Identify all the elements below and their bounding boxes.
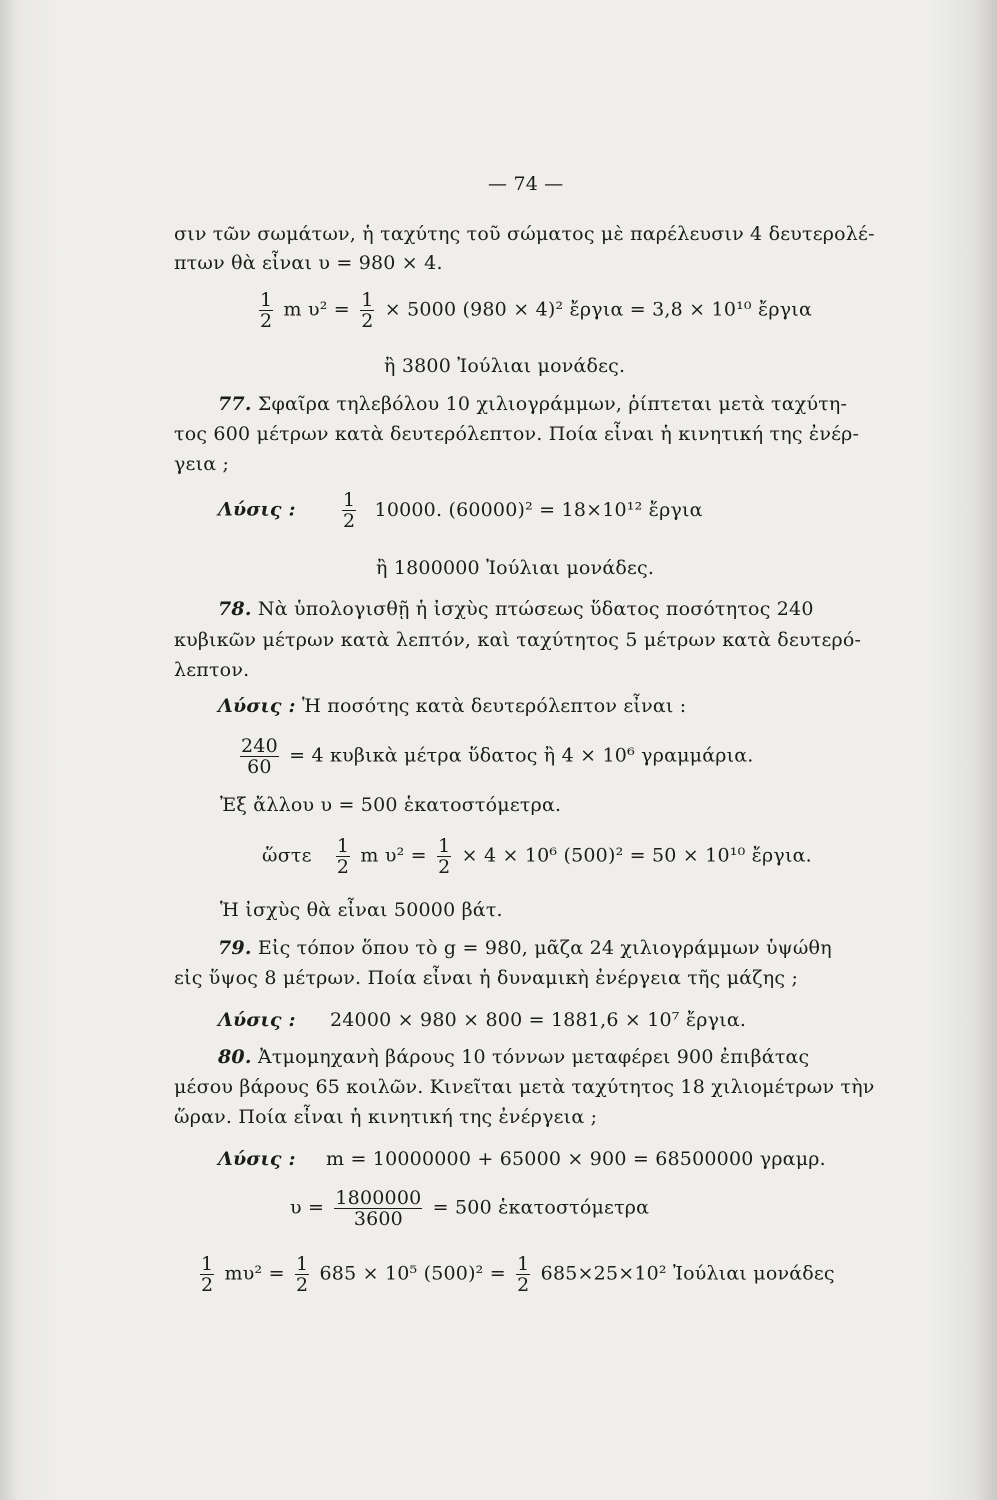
fraction: $\frac{1}{2}$	[517, 1253, 530, 1296]
text-line: εἰς ὕψος 8 μέτρων. Ποία εἶναι ἡ δυναμικὴ ἐνέργεια τῆς μάζης ;	[174, 967, 799, 989]
solution-80: Λύσις : m = 10000000 + 65000 × 900 = 68500000 γραμρ.	[218, 1148, 826, 1170]
equation-flow: $\frac{240}{60}$ = 4 κυβικὰ μέτρα ὕδατος ἢ 4 × 10⁶ γραμμάρια.	[241, 735, 754, 778]
problem-80: 80. Ἀτμομηχανὴ βάρους 10 τόννων μεταφέρει 900 ἐπιβάτας	[218, 1046, 810, 1068]
text-line: Ἡ ἰσχὺς θὰ εἶναι 50000 βάτ.	[220, 899, 503, 921]
solution-79: Λύσις : 24000 × 980 × 800 = 1881,6 × 10⁷ ἔργια.	[218, 1009, 747, 1031]
text-line: ἢ 1800000 Ἰούλιαι μονάδες.	[376, 557, 655, 579]
fraction: $\frac{1}{2}$	[336, 835, 350, 878]
fraction: $\frac{1800000}{3600}$	[335, 1187, 422, 1230]
text-line: πτων θὰ εἶναι υ = 980 × 4.	[174, 252, 443, 274]
fraction: $\frac{1}{2}$	[201, 1253, 214, 1296]
text-line: σιν τῶν σωμάτων, ἡ ταχύτης τοῦ σώματος μὲ παρέλευσιν 4 δευτερολέ-	[174, 223, 875, 245]
fraction: $\frac{240}{60}$	[241, 735, 278, 778]
equation-kinetic-energy: $\frac{1}{2}$ m υ² = $\frac{1}{2}$ × 5000 (980 × 4)² ἔργια = 3,8 × 10¹⁰ ἔργια	[260, 289, 812, 332]
problem-77: 77. Σφαῖρα τηλεβόλου 10 χιλιογράμμων, ῥίπτεται μετὰ ταχύτη-	[218, 393, 848, 415]
fraction: $\frac{1}{2}$	[295, 1253, 309, 1296]
problem-79: 79. Εἰς τόπον ὅπου τὸ g = 980, μᾶζα 24 χιλιογράμμων ὑψώθη	[218, 937, 832, 959]
fraction: $\frac{1}{2}$	[361, 289, 374, 332]
text-line: λεπτον.	[174, 659, 250, 681]
equation-energy: $\frac{1}{2}$ mυ² = $\frac{1}{2}$ 685 × 10⁵ (500)² = $\frac{1}{2}$ 685×25×10² Ἰούλιαι μονάδες	[201, 1253, 835, 1296]
solution-label: Λύσις :	[218, 498, 296, 521]
text-line: ἢ 3800 Ἰούλιαι μονάδες.	[384, 355, 626, 377]
fraction: $\frac{1}{2}$	[260, 289, 273, 332]
problem-number: 79.	[218, 937, 252, 959]
problem-number: 78.	[218, 598, 252, 620]
solution-label: Λύσις :	[218, 1009, 296, 1031]
text-line: κυβικῶν μέτρων κατὰ λεπτόν, καὶ ταχύτητος 5 μέτρων κατὰ δευτερό-	[174, 629, 862, 651]
page-number: — 74 —	[488, 173, 564, 195]
fraction: $\frac{1}{2}$	[438, 835, 451, 878]
solution-77: Λύσις : $\frac{1}{2}$ 10000. (60000)² = 18×10¹² ἔργια	[218, 489, 703, 532]
text-line: τος 600 μέτρων κατὰ δευτερόλεπτον. Ποία εἶναι ἡ κινητική της ἐνέρ-	[174, 423, 860, 445]
problem-number: 80.	[218, 1046, 252, 1068]
problem-78: 78. Νὰ ὑπολογισθῇ ἡ ἰσχὺς πτώσεως ὕδατος ποσότητος 240	[218, 598, 814, 620]
text-line: μέσου βάρους 65 κοιλῶν. Κινεῖται μετὰ ταχύτητος 18 χιλιομέτρων τὴν	[174, 1076, 875, 1098]
problem-number: 77.	[218, 393, 252, 415]
fraction: $\frac{1}{2}$	[342, 489, 356, 532]
solution-label: Λύσις :	[218, 1148, 296, 1170]
solution-label: Λύσις :	[218, 695, 296, 717]
text-line: Ἐξ ἄλλου υ = 500 ἑκατοστόμετρα.	[220, 794, 562, 816]
text-line: ὥραν. Ποία εἶναι ἡ κινητική της ἐνέργεια ;	[174, 1106, 598, 1128]
solution-78: Λύσις : Ἡ ποσότης κατὰ δευτερόλεπτον εἶναι :	[218, 695, 687, 717]
equation-power: ὥστε $\frac{1}{2}$ m υ² = $\frac{1}{2}$ × 4 × 10⁶ (500)² = 50 × 10¹⁰ ἔργια.	[262, 835, 812, 878]
text-line: γεια ;	[174, 453, 230, 475]
equation-velocity: υ = $\frac{1800000}{3600}$ = 500 ἑκατοστόμετρα	[290, 1187, 650, 1230]
